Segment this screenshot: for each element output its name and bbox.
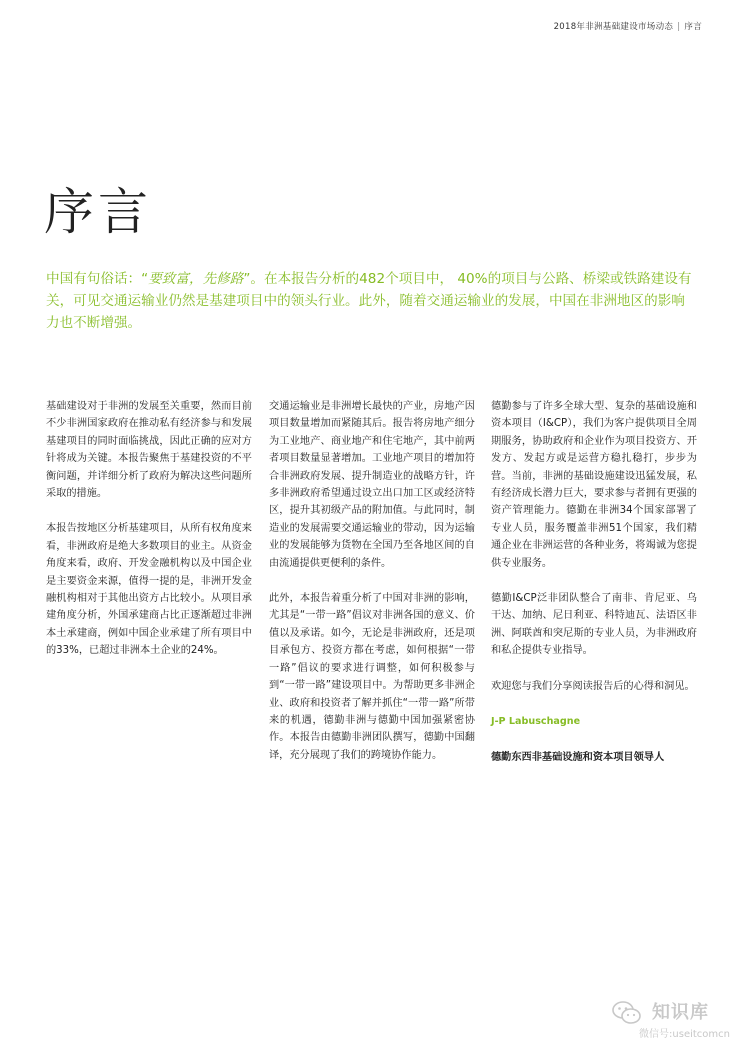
- signature-name: J-P Labuschagne: [491, 716, 581, 728]
- column-2: [269, 398, 475, 782]
- watermark-sub: 微信号:useitcomcn: [639, 1029, 730, 1040]
- intro-paragraph: [46, 268, 696, 334]
- signature-title: 德勤东西非基础设施和资本项目领导人: [491, 751, 665, 763]
- header-separator: |: [677, 22, 681, 32]
- col1-paragraph-1: 基础建设对于非洲的发展至关重要，然而目前不少非洲国家政府在推动私有经济参与和发展基建项目的同时面临挑战，因此正确的应对方针将成为关键。本报告聚焦于基建投资的不平衡问题，并详细分析了政府为解决这些问题所采取的措施。: [46, 401, 252, 500]
- intro-after: ”。在本报告分析的482个项目中， 40%的项目与公路、桥梁或铁路建设有关，可见交通运输业仍然是基建项目中的领头行业。此外，随着交通运输业的发展，中国在非洲地区的影响力也不断增强。: [46, 271, 692, 331]
- col3-paragraph-3: 欢迎您与我们分享阅读报告后的心得和洞见。: [491, 680, 695, 692]
- page-title: 序言: [44, 183, 152, 241]
- col2-paragraph-2: 此外，本报告着重分析了中国对非洲的影响，尤其是“一带一路”倡议对非洲各国的意义、价值以及承诺。如今，无论是非洲政府，还是项目承包方、投资方都在考虑，如何根据“一带一路”倡议的要求进行调整，如何积极参与到“一带一路”建设项目中。为帮助更多非洲企业、政府和投资者了解并抓住“一带一路”所带来的机遇，德勤非洲与德勤中国加强紧密协作。本报告由德勤非洲团队撰写，德勤中国翻译，充分展现了我们的跨境协作能力。: [269, 593, 475, 761]
- col1-paragraph-2: 本报告按地区分析基建项目，从所有权角度来看，非洲政府是绝大多数项目的业主。从资金角度来看，政府、开发金融机构以及中国企业是主要资金来源，值得一提的是，非洲开发金融机构相对于其他出资方占比较小。从项目承建角度分析，外国承建商占比正逐渐超过非洲本土承建商，例如中国企业承建了所有项目中的33%，已超过非洲本土企业的24%。: [46, 523, 252, 657]
- watermark: [612, 998, 730, 1038]
- intro-quote: 要致富，先修路: [148, 271, 244, 287]
- col3-paragraph-2: 德勤I&CP泛非团队整合了南非、肯尼亚、乌干达、加纳、尼日利亚、科特迪瓦、法语区非洲、阿联酋和突尼斯的专业人员，为非洲政府和私企提供专业指导。: [491, 593, 697, 657]
- running-header: [554, 20, 702, 32]
- col3-paragraph-1: 德勤参与了许多全球大型、复杂的基础设施和资本项目（I&CP），我们为客户提供项目全周期服务，协助政府和企业作为项目投资方、开发方、发起方或是运营方稳扎稳打，步步为营。当前，非洲的基础设施建设迅猛发展，私有经济成长潜力巨大，要求参与者拥有更强的资产管理能力。德勤在非洲34个国家部署了专业人员，服务覆盖非洲51个国家，我们精通企业在非洲运营的各种业务，将竭诚为您提供专业服务。: [491, 401, 697, 569]
- header-section: 序言: [684, 22, 702, 32]
- column-3: [491, 398, 697, 784]
- report-title: 2018年非洲基础建设市场动态: [553, 22, 674, 32]
- column-1: [46, 398, 252, 678]
- intro-before: 中国有句俗话：“: [46, 271, 149, 287]
- col2-paragraph-1: 交通运输业是非洲增长最快的产业，房地产因项目数量增加而紧随其后。报告将房地产细分为工业地产、商业地产和住宅地产，其中前两者项目数量显著增加。工业地产项目的增加符合非洲政府发展、提升制造业的战略方针，许多非洲政府希望通过设立出口加工区或经济特区，提升其初级产品的附加值。与此同时，制造业的发展需要交通运输业的带动，因为运输业的发展能够为货物在全国乃至各地区间的自由流通提供更便利的条件。: [269, 401, 475, 569]
- watermark-brand: 知识库: [652, 1002, 709, 1023]
- wechat-icon: [612, 1000, 642, 1026]
